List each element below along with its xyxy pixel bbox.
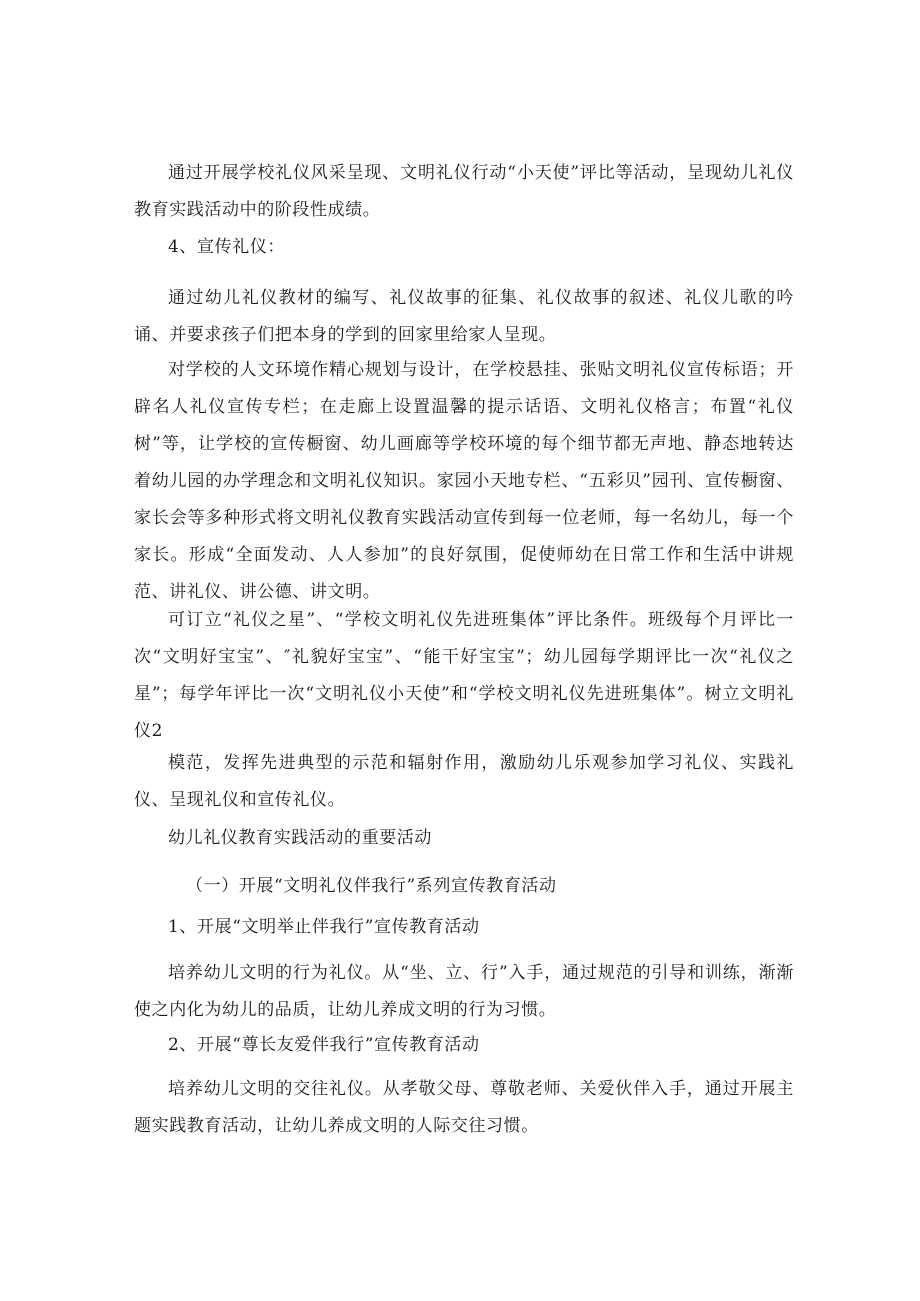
heading-activity-2: 2、开展“尊长友爱伴我行”宣传教育活动 [168,1035,480,1055]
paragraph-activities-results: 通过开展学校礼仪风采呈现、文明礼仪行动“小天使”评比等活动，呈现幼儿礼仪教育实践活动中的阶段性成绩。 [134,163,794,220]
paragraph-role-models: 模范，发挥先进典型的示范和辐射作用，激励幼儿乐观参加学习礼仪、实践礼仪、呈现礼仪和宣传礼仪。 [134,753,794,810]
heading-main-activities: 幼儿礼仪教育实践活动的重要活动 [168,828,432,848]
paragraph-teaching-materials: 通过幼儿礼仪教材的编写、礼仪故事的征集、礼仪故事的叙述、礼仪儿歌的吟诵、并要求孩子们把本身的学到的回家里给家人呈现。 [134,288,794,345]
paragraph-social-etiquette: 培养幼儿文明的交往礼仪。从孝敬父母、尊敬老师、关爱伙伴入手，通过开展主题实践教育活动，让幼儿养成文明的人际交往习惯。 [134,1079,794,1136]
heading-promote-etiquette: 4、宣传礼仪： [168,237,286,257]
paragraph-behavior-etiquette: 培养幼儿文明的行为礼仪。从“坐、立、行”入手，通过规范的引导和训练，渐渐使之内化为幼儿的品质，让幼儿养成文明的行为习惯。 [134,963,794,1020]
paragraph-school-environment: 对学校的人文环境作精心规划与设计，在学校悬挂、张贴文明礼仪宣传标语；开辟名人礼仪宣传专栏；在走廊上设置温馨的提示话语、文明礼仪格言；布置“礼仪树”等，让学校的宣传橱窗、幼儿画廊等学校环境的每个细节都无声地、静态地转达着幼儿园的办学理念和文明礼仪知识。家园小天地专栏、“五彩贝”园刊、宣传橱窗、家长会等多种形式将文明礼仪教育实践活动宣传到每一位老师，每一名幼儿，每一个家长。形成“全面发动、人人参加”的良好氛围，促使师幼在日常工作和生活中讲规范、讲礼仪、讲公德、讲文明。 [134,360,794,602]
heading-activity-1: 1、开展“文明举止伴我行”宣传教育活动 [168,917,480,937]
heading-section-one: （一）开展“文明礼仪伴我行”系列宣传教育活动 [186,876,557,896]
paragraph-evaluation-criteria: 可订立“礼仪之星”、“学校文明礼仪先进班集体”评比条件。班级每个月评比一次“文明好宝宝”、″礼貌好宝宝”、“能干好宝宝”；幼儿园每学期评比一次“礼仪之星”；每学年评比一次“文明礼仪小天使”和“学校文明礼仪先进班集体”。树立文明礼仪2 [134,610,794,741]
